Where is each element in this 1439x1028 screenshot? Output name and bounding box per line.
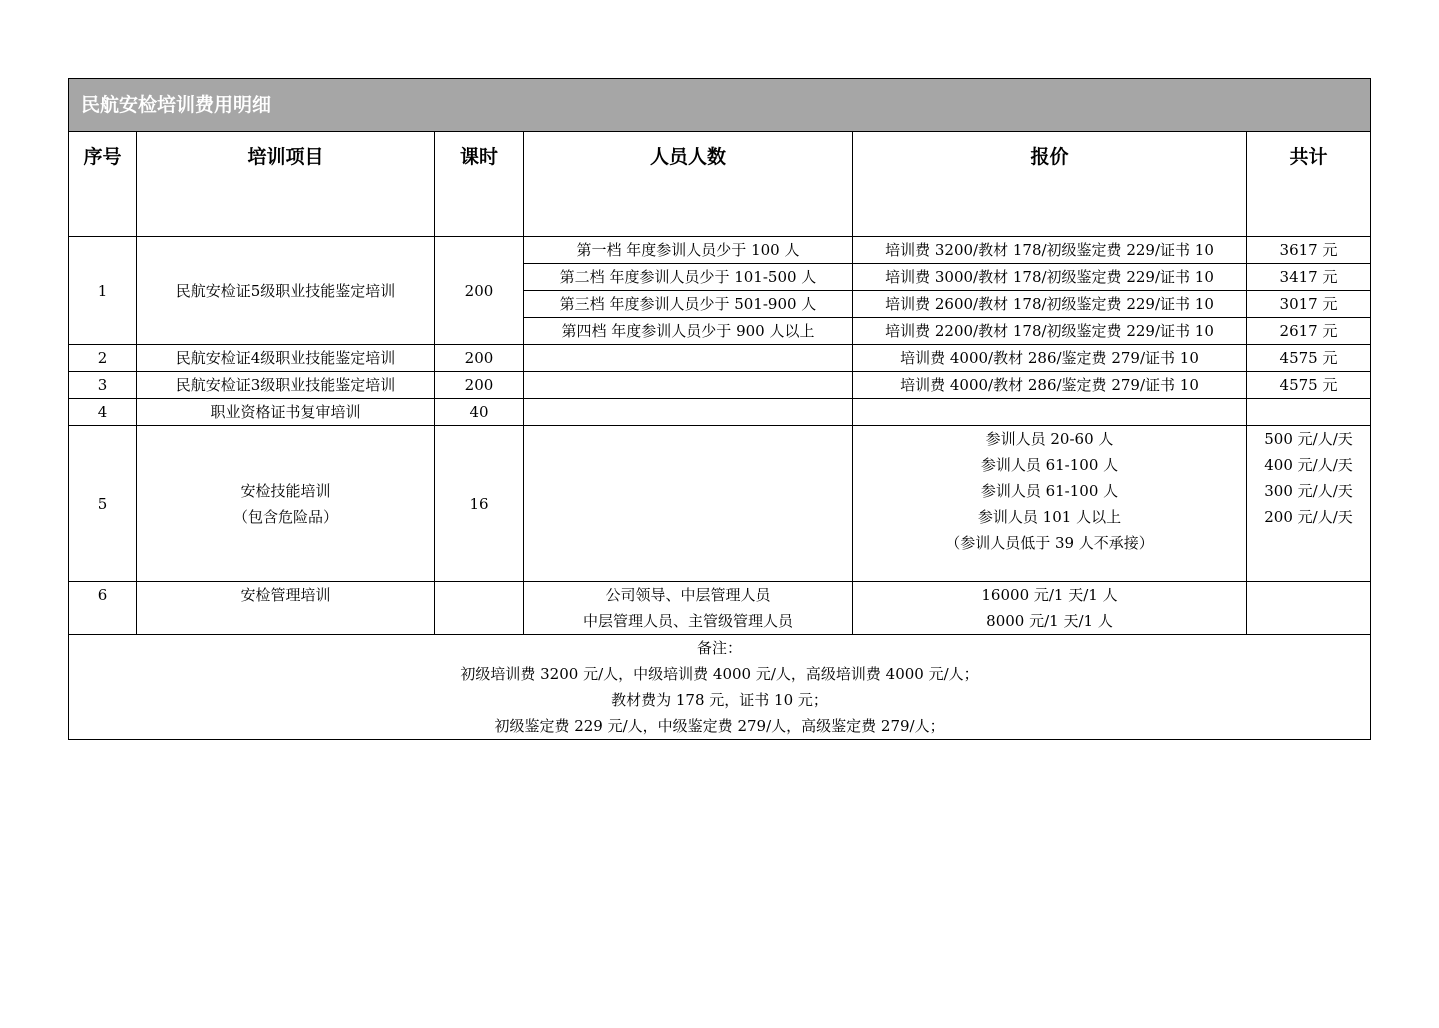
row-price: [853, 399, 1247, 426]
header-item: 培训项目: [137, 132, 435, 237]
notes-row: [69, 635, 1371, 740]
table-row: [69, 426, 1371, 582]
row-total: 4575 元: [1247, 345, 1371, 372]
total-line: 200 元/人/天: [1264, 508, 1353, 526]
tier-price: 培训费 2600/教材 178/初级鉴定费 229/证书 10: [853, 291, 1247, 318]
row-no: 3: [69, 372, 137, 399]
row-no: 2: [69, 345, 137, 372]
header-row: [69, 132, 1371, 237]
price-line: 参训人员 20-60 人: [985, 430, 1114, 448]
tier-price: 培训费 3000/教材 178/初级鉴定费 229/证书 10: [853, 264, 1247, 291]
fee-table: [68, 78, 1371, 740]
table-title: 民航安检培训费用明细: [69, 79, 1371, 132]
row-item: 职业资格证书复审培训: [137, 399, 435, 426]
notes-line: 初级培训费 3200 元/人，中级培训费 4000 元/人，高级培训费 4000 元/人；: [460, 665, 979, 683]
price-line: 8000 元/1 天/1 人: [986, 612, 1113, 630]
tier-price: 培训费 2200/教材 178/初级鉴定费 229/证书 10: [853, 318, 1247, 345]
notes-cell: [69, 635, 1371, 740]
row-item-line: 安检技能培训: [240, 481, 331, 500]
notes-line: 教材费为 178 元，证书 10 元；: [611, 691, 828, 709]
tier-total: 3017 元: [1247, 291, 1371, 318]
header-people: 人员人数: [524, 132, 853, 237]
row-hours: 200: [435, 345, 524, 372]
price-line: 参训人员 101 人以上: [977, 508, 1122, 526]
tier-people: 第四档 年度参训人员少于 900 人以上: [524, 318, 853, 345]
row-total: [1247, 426, 1371, 582]
row-price: 培训费 4000/教材 286/鉴定费 279/证书 10: [853, 372, 1247, 399]
notes-line: 初级鉴定费 229 元/人，中级鉴定费 279/人，高级鉴定费 279/人；: [494, 717, 945, 735]
price-line: 参训人员 61-100 人: [980, 456, 1119, 474]
row-people: [524, 345, 853, 372]
row-people: [524, 399, 853, 426]
tier-people: 第二档 年度参训人员少于 101-500 人: [524, 264, 853, 291]
row-people: [524, 372, 853, 399]
tier-people: 第一档 年度参训人员少于 100 人: [524, 237, 853, 264]
header-no: 序号: [69, 132, 137, 237]
row-total: [1247, 582, 1371, 635]
row-people: [524, 582, 853, 635]
row-people: [524, 426, 853, 582]
table-row: [69, 399, 1371, 426]
tier-people: 第三档 年度参训人员少于 501-900 人: [524, 291, 853, 318]
fee-table-sheet: [68, 78, 1370, 740]
row-price: [853, 582, 1247, 635]
price-line: 参训人员 61-100 人: [980, 482, 1119, 500]
row-item-line: （包含危险品）: [232, 507, 338, 526]
row-hours: 200: [435, 237, 524, 345]
row-item: [137, 426, 435, 582]
row-item: 民航安检证5级职业技能鉴定培训: [137, 237, 435, 345]
total-line: 500 元/人/天: [1264, 430, 1353, 448]
tier-price: 培训费 3200/教材 178/初级鉴定费 229/证书 10: [853, 237, 1247, 264]
row-total: [1247, 399, 1371, 426]
row-no: 1: [69, 237, 137, 345]
total-line: 300 元/人/天: [1264, 482, 1353, 500]
row-hours: [435, 582, 524, 635]
notes-label: 备注：: [697, 639, 743, 657]
table-row: [69, 582, 1371, 635]
header-hours: 课时: [435, 132, 524, 237]
table-row: [69, 237, 1371, 264]
total-line: 400 元/人/天: [1264, 456, 1353, 474]
table-row: [69, 372, 1371, 399]
row-price: 培训费 4000/教材 286/鉴定费 279/证书 10: [853, 345, 1247, 372]
tier-total: 2617 元: [1247, 318, 1371, 345]
row-no: 6: [69, 582, 137, 635]
row-no: 4: [69, 399, 137, 426]
row-item: 安检管理培训: [137, 582, 435, 635]
people-line: 中层管理人员、主管级管理人员: [582, 612, 793, 630]
row-hours: 16: [435, 426, 524, 582]
header-price: 报价: [853, 132, 1247, 237]
row-price: [853, 426, 1247, 582]
tier-total: 3617 元: [1247, 237, 1371, 264]
row-hours: 200: [435, 372, 524, 399]
row-item: 民航安检证4级职业技能鉴定培训: [137, 345, 435, 372]
header-total: 共计: [1247, 132, 1371, 237]
price-line: （参训人员低于 39 人不承接）: [945, 534, 1154, 552]
tier-total: 3417 元: [1247, 264, 1371, 291]
row-total: 4575 元: [1247, 372, 1371, 399]
row-hours: 40: [435, 399, 524, 426]
table-row: [69, 345, 1371, 372]
row-no: 5: [69, 426, 137, 582]
price-line: 16000 元/1 天/1 人: [981, 586, 1118, 604]
people-line: 公司领导、中层管理人员: [605, 586, 771, 604]
row-item: 民航安检证3级职业技能鉴定培训: [137, 372, 435, 399]
